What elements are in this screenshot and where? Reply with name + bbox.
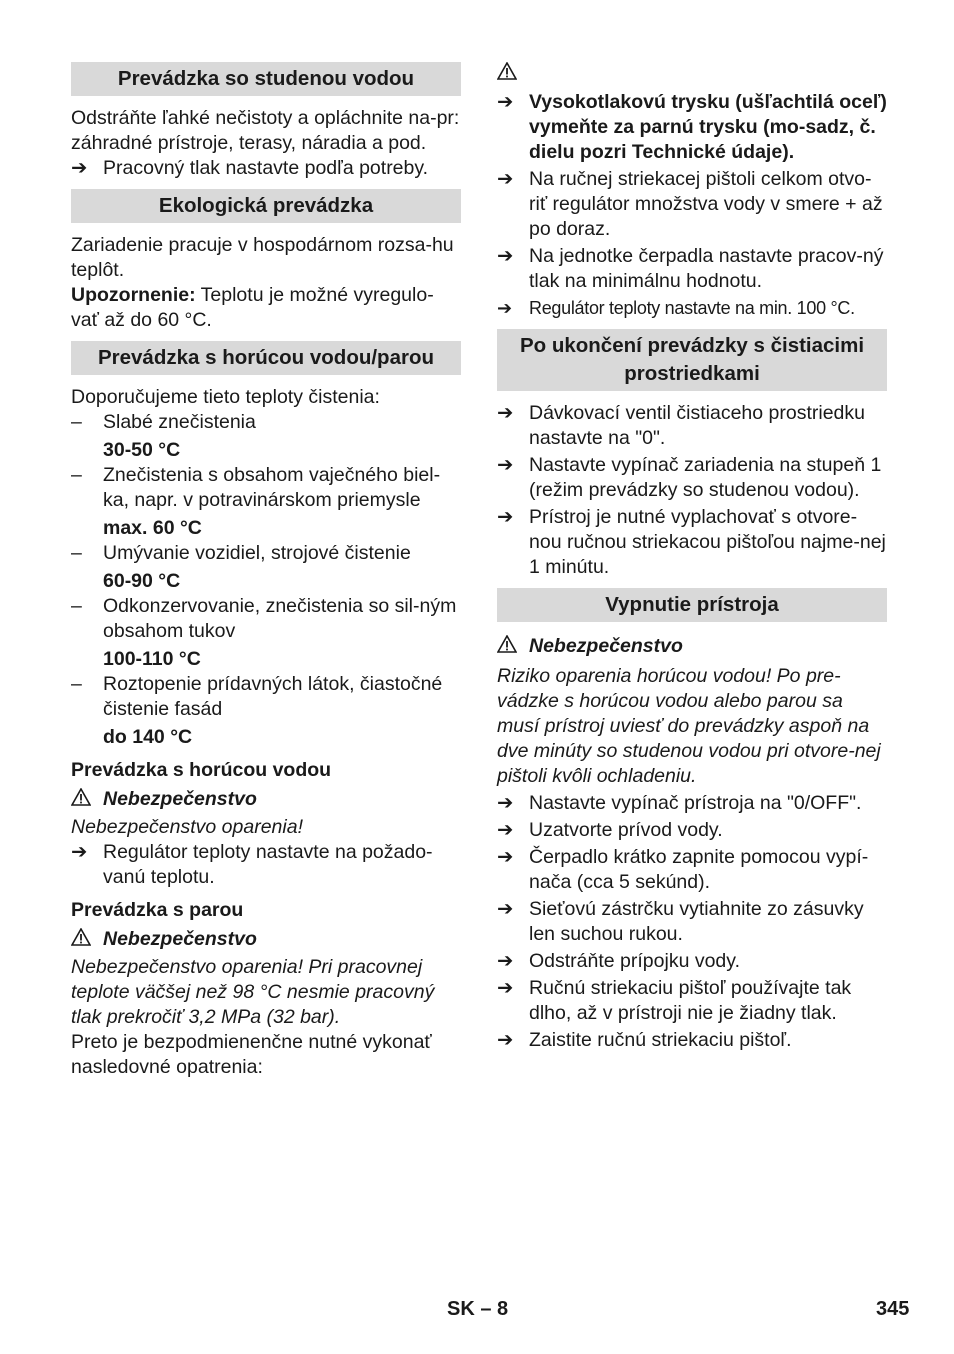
list-item-temp: do 140 °C (103, 726, 193, 748)
eco-note: Upozornenie: Teplotu je možné vyregulo-vať až do 60 °C. (71, 284, 434, 331)
list-item-temp: 100-110 °C (103, 648, 201, 670)
warning-icon (497, 62, 887, 88)
shutdown-step: ➔ Sieťovú zástrčku vytiahnite zo zásuvky len suchou rukou. (497, 898, 864, 945)
danger-text: Nebezpečenstvo oparenia! (71, 816, 303, 838)
list-item-temp: 30-50 °C (103, 439, 181, 461)
list-item: – Znečistenia s obsahom vaječného biel-ka, napr. v potravinárskom priemysle (71, 464, 441, 511)
list-item: – Roztopenie prídavných látok, čiastočné čistenie fasád (71, 673, 443, 720)
list-item-temp: max. 60 °C (103, 517, 202, 539)
danger-label: Nebezpečenstvo (71, 787, 461, 812)
danger-text: Nebezpečenstvo oparenia! Pri pracovnej teplote väčšej než 98 °C nesmie pracovný tlak prekročiť 3,2 MPa (32 bar). (71, 956, 435, 1028)
eco-text: Zariadenie pracuje v hospodárnom rozsa-hu teplôt. (71, 234, 454, 281)
shutdown-step: ➔ Nastavte vypínač prístroja na "0/OFF". (497, 792, 862, 814)
arrow-icon: ➔ (497, 1029, 514, 1051)
danger-text: Riziko oparenia horúcou vodou! Po pre-vádzke s horúcou vodou alebo parou sa musí prístroj uviesť do prevádzky aspoň na dve minúty so studenou vodou pri otvore-nej pištoli kvôli ochladeniu. (497, 665, 881, 787)
arrow-icon: ➔ (497, 454, 514, 476)
warning-icon (71, 788, 91, 813)
arrow-icon: ➔ (497, 977, 514, 999)
shutdown-step: ➔ Odstráňte prípojku vody. (497, 950, 740, 972)
shutdown-step: ➔ Zaistite ručnú striekaciu pištoľ. (497, 1029, 792, 1051)
danger-label: Nebezpečenstvo (71, 927, 461, 952)
warning-icon (497, 635, 517, 660)
heading-eco: Ekologická prevádzka (71, 189, 461, 223)
heading-after-detergent: Po ukončení prevádzky s čistiacimi prostriedkami (497, 329, 887, 391)
subheading-hot-water: Prevádzka s horúcou vodou (71, 759, 332, 781)
arrow-icon: ➔ (497, 819, 514, 841)
list-item: – Slabé znečistenia (71, 411, 256, 433)
detergent-step: ➔ Dávkovací ventil čistiaceho prostriedku nastavte na "0". (497, 402, 865, 449)
arrow-icon: ➔ (497, 168, 514, 190)
footer-section-label: SK – 8 (447, 1298, 509, 1320)
arrow-icon: ➔ (497, 91, 514, 113)
temp-list (71, 410, 461, 750)
hot-water-step: ➔ Regulátor teploty nastavte na požado-vanú teplotu. (71, 841, 433, 888)
detergent-step: ➔ Prístroj je nutné vyplachovať s otvore-nou ručnou striekacou pištoľou najme-nej 1 minútu. (497, 506, 886, 578)
left-column (71, 62, 461, 1080)
heading-shutdown: Vypnutie prístroja (497, 588, 887, 622)
right-column (497, 62, 887, 1053)
arrow-icon: ➔ (497, 898, 514, 920)
shutdown-step: ➔ Uzatvorte prívod vody. (497, 819, 723, 841)
list-item: – Odkonzervovanie, znečistenia so sil-ným obsahom tukov (71, 595, 457, 642)
arrow-icon: ➔ (497, 846, 514, 868)
heading-cold-water: Prevádzka so studenou vodou (71, 62, 461, 96)
list-item: – Umývanie vozidiel, strojové čistenie (71, 542, 411, 564)
arrow-icon: ➔ (497, 298, 512, 318)
arrow-icon: ➔ (497, 506, 514, 528)
arrow-icon: ➔ (497, 950, 514, 972)
cold-water-step: ➔ Pracovný tlak nastavte podľa potreby. (71, 157, 429, 179)
arrow-icon: ➔ (497, 402, 514, 424)
arrow-icon: ➔ (71, 157, 88, 179)
danger-label: Nebezpečenstvo (497, 634, 887, 659)
steam-step: ➔ Na ručnej striekacej pištoli celkom otvo-riť regulátor množstva vody v smere + až po doraz. (497, 168, 883, 240)
steam-step: ➔ Na jednotke čerpadla nastavte pracov-ný tlak na minimálnu hodnotu. (497, 245, 884, 292)
steam-step: ➔ Vysokotlakovú trysku (ušľachtilá oceľ) vymeňte za parnú trysku (mo-sadz, č. dielu pozri Technické údaje). (497, 91, 887, 163)
arrow-icon: ➔ (497, 792, 514, 814)
temps-intro: Doporučujeme tieto teploty čistenia: (71, 386, 380, 408)
steam-intro: Preto je bezpodmienenčne nutné vykonať nasledovné opatrenia: (71, 1031, 432, 1078)
page-number: 345 (876, 1298, 910, 1320)
detergent-step: ➔ Nastavte vypínač zariadenia na stupeň 1 (režim prevádzky so studenou vodou). (497, 454, 882, 501)
subheading-steam: Prevádzka s parou (71, 899, 244, 921)
arrow-icon: ➔ (71, 841, 88, 863)
warning-icon (71, 928, 91, 953)
cold-water-text: Odstráňte ľahké nečistoty a opláchnite na-pr: záhradné prístroje, terasy, náradia a pod. (71, 107, 460, 154)
shutdown-step: ➔ Čerpadlo krátko zapnite pomocou vypí-nača (cca 5 sekúnd). (497, 846, 869, 893)
heading-hot-water-steam: Prevádzka s horúcou vodou/parou (71, 341, 461, 375)
shutdown-step: ➔ Ručnú striekaciu pištoľ používajte tak dlho, až v prístroji nie je žiadny tlak. (497, 977, 852, 1024)
arrow-icon: ➔ (497, 245, 514, 267)
list-item-temp: 60-90 °C (103, 570, 181, 592)
steam-step: ➔ Regulátor teploty nastavte na min. 100 °C. (497, 296, 887, 321)
